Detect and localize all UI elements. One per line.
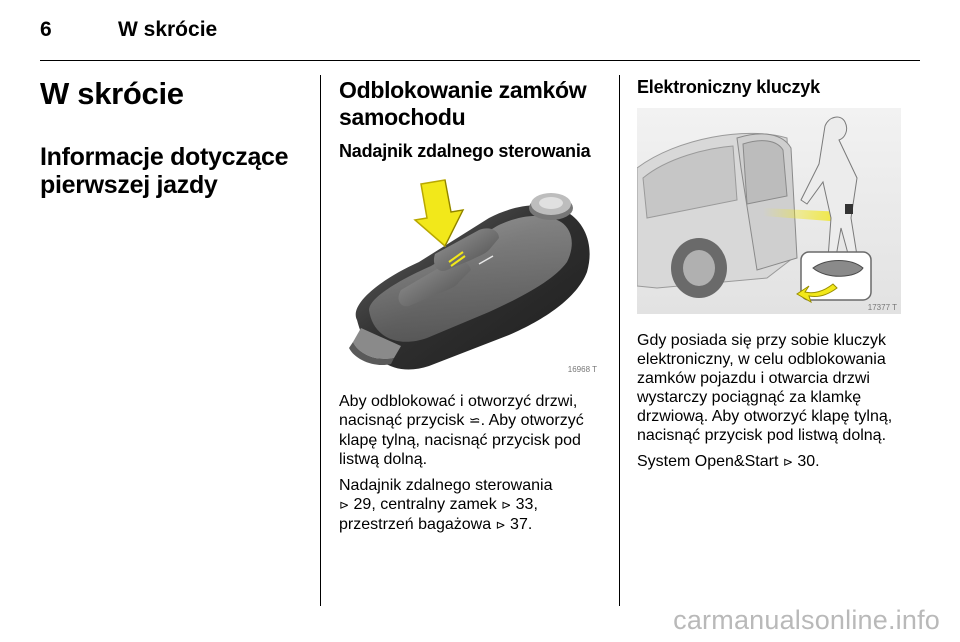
section-title: Informacje dotyczące pierwszej jazdy — [40, 143, 289, 199]
column-divider-1 — [320, 75, 321, 606]
page-ref[interactable]: 33 — [515, 496, 534, 513]
paragraph: Gdy posiada się przy sobie kluczyk elektroniczny, w celu odblokowania zamków pojazdu i otwarcia drzwi wystarczy pociągnąć za klamkę drzwiową. Aby otworzyć klapę tylną, nacisnąć przycisk pod listwą dolną. — [637, 332, 893, 444]
page-ref[interactable]: 37 — [510, 516, 528, 533]
header-rule — [40, 60, 920, 61]
unlock-heading: Odblokowanie zamków samochodu — [339, 77, 587, 130]
text: Aby odblokować i otworzyć drzwi, nacisnąć przycisk — [339, 393, 578, 429]
text: . Aby otworzyć klapę tylną, nacisnąć przycisk pod listwą dolną. — [339, 412, 584, 468]
reference-arrow-icon: ⊳ — [495, 518, 506, 532]
text: System Open&Start — [637, 453, 783, 470]
text: . — [527, 516, 533, 533]
column-divider-2 — [619, 75, 620, 606]
reference-arrow-icon: ⊳ — [501, 498, 512, 512]
electronic-key-figure — [637, 108, 901, 314]
remote-subheading: Nadajnik zdalnego sterowania — [339, 141, 591, 161]
text: , centralny zamek — [371, 496, 502, 513]
electronic-key-heading: Elektroniczny kluczyk — [637, 77, 820, 97]
paragraph — [637, 452, 927, 472]
key-fob-pocket — [845, 204, 853, 214]
page-number: 6 — [40, 18, 52, 41]
car-door-illustration — [637, 108, 901, 314]
electronic-key-instructions — [637, 331, 927, 479]
remote-instructions — [339, 392, 619, 542]
watermark: carmanualsonline.info — [673, 605, 940, 635]
text: Nadajnik zdalnego sterowania — [339, 477, 553, 494]
figure-code: 16968 T — [567, 365, 597, 374]
reference-arrow-icon: ⊳ — [339, 498, 350, 512]
chapter-title: W skrócie — [40, 76, 184, 111]
text: , — [533, 496, 538, 513]
paragraph — [339, 392, 619, 469]
remote-key-illustration — [339, 170, 601, 378]
paragraph — [339, 476, 619, 535]
page-ref[interactable]: 30 — [797, 453, 816, 470]
text: przestrzeń bagażowa — [339, 516, 496, 533]
remote-key-figure — [339, 170, 601, 378]
unlock-symbol-icon: ⋍ — [468, 413, 481, 429]
running-title: W skrócie — [118, 18, 218, 41]
text: . — [815, 453, 820, 470]
reference-arrow-icon: ⊳ — [782, 455, 793, 469]
figure-code: 17377 T — [867, 303, 897, 312]
page-ref[interactable]: 29 — [353, 496, 372, 513]
